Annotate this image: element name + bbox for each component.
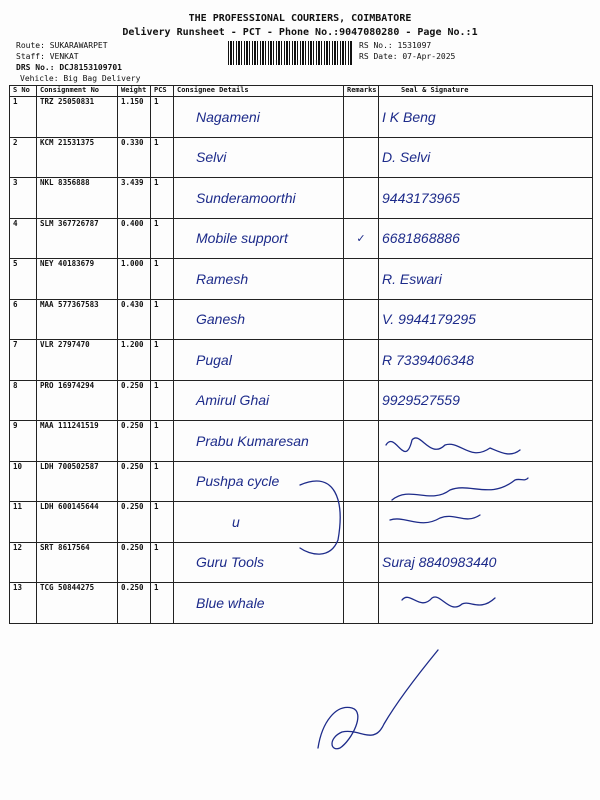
consignee-cell: Ramesh <box>174 259 344 300</box>
signature-cell: 9929527559 <box>379 380 593 421</box>
col-weight: Weight <box>118 86 151 97</box>
weight-cell: 0.400 <box>118 218 151 259</box>
drs-number: DRS No.: DCJ8153109701 <box>16 63 122 72</box>
consignee-cell: Blue whale <box>174 583 344 624</box>
rs-number: RS No.: 1531097 <box>359 41 432 50</box>
consignee-cell: Guru Tools <box>174 542 344 583</box>
pcs-cell: 1 <box>151 299 174 340</box>
signature-cell: D. Selvi <box>379 137 593 178</box>
sno-cell: 6 <box>10 299 37 340</box>
consignee-cell: Prabu Kumaresan <box>174 421 344 462</box>
sno-cell: 8 <box>10 380 37 421</box>
pcs-cell: 1 <box>151 137 174 178</box>
consignee-cell: Pushpa cycle <box>174 461 344 502</box>
weight-cell: 0.250 <box>118 583 151 624</box>
consignee-cell: Selvi <box>174 137 344 178</box>
rs-date: RS Date: 07-Apr-2025 <box>359 52 456 61</box>
consignment-cell: TCG 50844275 <box>37 583 118 624</box>
consignment-cell: NEY 40183679 <box>37 259 118 300</box>
sno-cell: 11 <box>10 502 37 543</box>
col-signature: Seal & Signature <box>379 86 593 97</box>
signature-cell: 6681868886 <box>379 218 593 259</box>
weight-cell: 1.150 <box>118 97 151 138</box>
consignment-cell: LDH 600145644 <box>37 502 118 543</box>
company-title: THE PROFESSIONAL COURIERS, COIMBATORE <box>188 13 412 24</box>
scribble-signature-stroke <box>402 597 495 607</box>
pcs-cell: 1 <box>151 542 174 583</box>
consignment-cell: MAA 577367583 <box>37 299 118 340</box>
runsheet-subtitle: Delivery Runsheet - PCT - Phone No.:9047080280 - Page No.:1 <box>122 27 478 38</box>
route-label: Route: SUKARAWARPET <box>16 41 108 50</box>
sno-cell: 1 <box>10 97 37 138</box>
sno-cell: 12 <box>10 542 37 583</box>
consignee-cell: Pugal <box>174 340 344 381</box>
consignment-cell: VLR 2797470 <box>37 340 118 381</box>
weight-cell: 0.330 <box>118 137 151 178</box>
pcs-cell: 1 <box>151 583 174 624</box>
consignment-cell: LDH 700502587 <box>37 461 118 502</box>
pcs-cell: 1 <box>151 380 174 421</box>
weight-cell: 1.200 <box>118 340 151 381</box>
sno-cell: 4 <box>10 218 37 259</box>
scribble-signature-stroke <box>390 515 480 523</box>
weight-cell: 1.000 <box>118 259 151 300</box>
consignee-cell: Nagameni <box>174 97 344 138</box>
consignee-cell: Mobile support <box>174 218 344 259</box>
pcs-cell: 1 <box>151 218 174 259</box>
col-sno: S No <box>10 86 37 97</box>
signature-cell: V. 9944179295 <box>379 299 593 340</box>
sno-cell: 3 <box>10 178 37 219</box>
weight-cell: 0.250 <box>118 421 151 462</box>
pcs-cell: 1 <box>151 178 174 219</box>
weight-cell: 3.439 <box>118 178 151 219</box>
pcs-cell: 1 <box>151 259 174 300</box>
col-remarks: Remarks <box>344 86 379 97</box>
pcs-cell: 1 <box>151 461 174 502</box>
col-consignment: Consignment No <box>37 86 118 97</box>
weight-cell: 0.430 <box>118 299 151 340</box>
sno-cell: 7 <box>10 340 37 381</box>
consignee-cell: Amirul Ghai <box>174 380 344 421</box>
consignment-cell: KCM 21531375 <box>37 137 118 178</box>
consignment-cell: SLM 367726787 <box>37 218 118 259</box>
consignment-cell: NKL 8356888 <box>37 178 118 219</box>
bottom-signature-stroke <box>318 650 438 749</box>
remark-mark: ✓ <box>356 232 366 245</box>
weight-cell: 0.250 <box>118 461 151 502</box>
sno-cell: 10 <box>10 461 37 502</box>
consignee-cell: Sunderamoorthi <box>174 178 344 219</box>
col-pcs: PCS <box>151 86 174 97</box>
pcs-cell: 1 <box>151 421 174 462</box>
signature-cell: R. Eswari <box>379 259 593 300</box>
weight-cell: 0.250 <box>118 542 151 583</box>
staff-label: Staff: VENKAT <box>16 52 79 61</box>
ditto-bracket-stroke <box>300 481 340 554</box>
consignment-cell: TRZ 25050831 <box>37 97 118 138</box>
scribble-signature-stroke <box>386 438 520 454</box>
signature-cell: Suraj 8840983440 <box>379 542 593 583</box>
vehicle-label: Vehicle: Big Bag Delivery <box>20 74 141 83</box>
pcs-cell: 1 <box>151 502 174 543</box>
pcs-cell: 1 <box>151 97 174 138</box>
consignment-cell: SRT 8617564 <box>37 542 118 583</box>
signature-cell: I K Beng <box>379 97 593 138</box>
sno-cell: 9 <box>10 421 37 462</box>
scribble-signature-stroke <box>392 478 528 500</box>
weight-cell: 0.250 <box>118 380 151 421</box>
consignment-cell: PRO 16974294 <box>37 380 118 421</box>
sno-cell: 5 <box>10 259 37 300</box>
signature-cell: 9443173965 <box>379 178 593 219</box>
sno-cell: 13 <box>10 583 37 624</box>
consignee-cell: u <box>174 502 344 543</box>
pcs-cell: 1 <box>151 340 174 381</box>
consignee-cell: Ganesh <box>174 299 344 340</box>
weight-cell: 0.250 <box>118 502 151 543</box>
col-consignee: Consignee Details <box>174 86 344 97</box>
sno-cell: 2 <box>10 137 37 178</box>
consignment-cell: MAA 111241519 <box>37 421 118 462</box>
signature-cell: R 7339406348 <box>379 340 593 381</box>
